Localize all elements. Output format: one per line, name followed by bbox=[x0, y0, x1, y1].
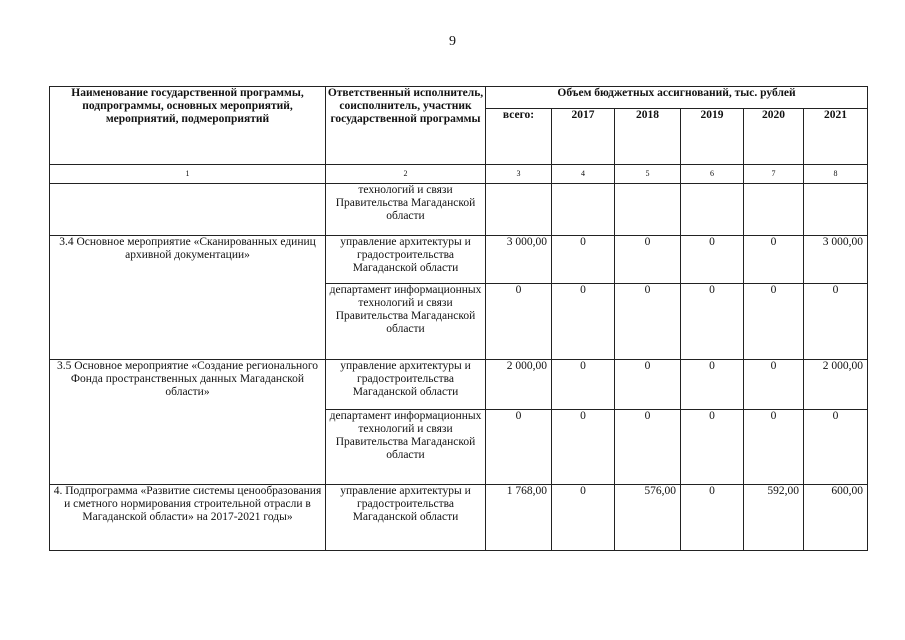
value-total: 2 000,00 bbox=[486, 360, 552, 410]
table-row bbox=[50, 360, 868, 410]
value-2019 bbox=[681, 184, 744, 236]
value-2019: 0 bbox=[681, 284, 744, 360]
value-2018: 0 bbox=[615, 284, 681, 360]
header-year-2020: 2020 bbox=[744, 109, 804, 165]
value-2018: 0 bbox=[615, 410, 681, 485]
value-2021: 3 000,00 bbox=[804, 236, 868, 284]
program-name-cell: 3.4 Основное мероприятие «Сканированных единиц архивной документации» bbox=[50, 236, 326, 360]
executor-cell: департамент информационных технологий и связи Правительства Магаданской области bbox=[326, 410, 486, 485]
header-total: всего: bbox=[486, 109, 552, 165]
header-year-2018: 2018 bbox=[615, 109, 681, 165]
executor-cell: технологий и связи Правительства Магаданской области bbox=[326, 184, 486, 236]
value-2020: 0 bbox=[744, 360, 804, 410]
value-2017: 0 bbox=[552, 410, 615, 485]
program-name-cell: 3.5 Основное мероприятие «Создание регионального Фонда пространственных данных Магаданской области» bbox=[50, 360, 326, 485]
column-number: 6 bbox=[681, 165, 744, 184]
column-number: 8 bbox=[804, 165, 868, 184]
column-number: 4 bbox=[552, 165, 615, 184]
value-2018: 0 bbox=[615, 236, 681, 284]
value-2017: 0 bbox=[552, 360, 615, 410]
value-2020: 0 bbox=[744, 284, 804, 360]
budget-allocation-table bbox=[49, 86, 868, 551]
table-row bbox=[50, 236, 868, 284]
value-2017: 0 bbox=[552, 284, 615, 360]
table-row bbox=[50, 485, 868, 551]
value-2020: 592,00 bbox=[744, 485, 804, 551]
value-total: 3 000,00 bbox=[486, 236, 552, 284]
header-year-2019: 2019 bbox=[681, 109, 744, 165]
page-number: 9 bbox=[449, 34, 456, 49]
value-2021: 2 000,00 bbox=[804, 360, 868, 410]
executor-cell: управление архитектуры и градостроительства Магаданской области bbox=[326, 485, 486, 551]
value-2019: 0 bbox=[681, 410, 744, 485]
value-2017: 0 bbox=[552, 485, 615, 551]
value-total: 0 bbox=[486, 284, 552, 360]
value-2020 bbox=[744, 184, 804, 236]
column-number: 1 bbox=[50, 165, 326, 184]
value-2018 bbox=[615, 184, 681, 236]
column-number: 3 bbox=[486, 165, 552, 184]
value-2019: 0 bbox=[681, 360, 744, 410]
program-name-cell bbox=[50, 184, 326, 236]
value-2019: 0 bbox=[681, 236, 744, 284]
column-number: 2 bbox=[326, 165, 486, 184]
value-2018: 0 bbox=[615, 360, 681, 410]
value-total: 0 bbox=[486, 410, 552, 485]
executor-cell: управление архитектуры и градостроительства Магаданской области bbox=[326, 360, 486, 410]
header-budget-allocation: Объем бюджетных ассигнований, тыс. рублей bbox=[486, 87, 868, 109]
value-2021: 600,00 bbox=[804, 485, 868, 551]
value-2021: 0 bbox=[804, 284, 868, 360]
value-2021: 0 bbox=[804, 410, 868, 485]
executor-cell: управление архитектуры и градостроительства Магаданской области bbox=[326, 236, 486, 284]
header-year-2017: 2017 bbox=[552, 109, 615, 165]
value-2017: 0 bbox=[552, 236, 615, 284]
executor-cell: департамент информационных технологий и связи Правительства Магаданской области bbox=[326, 284, 486, 360]
column-number-row bbox=[50, 165, 868, 184]
program-name-cell: 4. Подпрограмма «Развитие системы ценообразования и сметного нормирования строительной отрасли в Магаданской области» на 2017-2021 годы» bbox=[50, 485, 326, 551]
table-row bbox=[50, 184, 868, 236]
header-year-2021: 2021 bbox=[804, 109, 868, 165]
column-number: 5 bbox=[615, 165, 681, 184]
header-program-name: Наименование государственной программы, подпрограммы, основных мероприятий, мероприятий, подмероприятий bbox=[50, 87, 326, 165]
header-row bbox=[50, 87, 868, 109]
value-total bbox=[486, 184, 552, 236]
value-2021 bbox=[804, 184, 868, 236]
value-2019: 0 bbox=[681, 485, 744, 551]
value-total: 1 768,00 bbox=[486, 485, 552, 551]
value-2017 bbox=[552, 184, 615, 236]
value-2020: 0 bbox=[744, 410, 804, 485]
value-2018: 576,00 bbox=[615, 485, 681, 551]
column-number: 7 bbox=[744, 165, 804, 184]
header-executor: Ответственный исполнитель, соисполнитель, участник государственной программы bbox=[326, 87, 486, 165]
value-2020: 0 bbox=[744, 236, 804, 284]
